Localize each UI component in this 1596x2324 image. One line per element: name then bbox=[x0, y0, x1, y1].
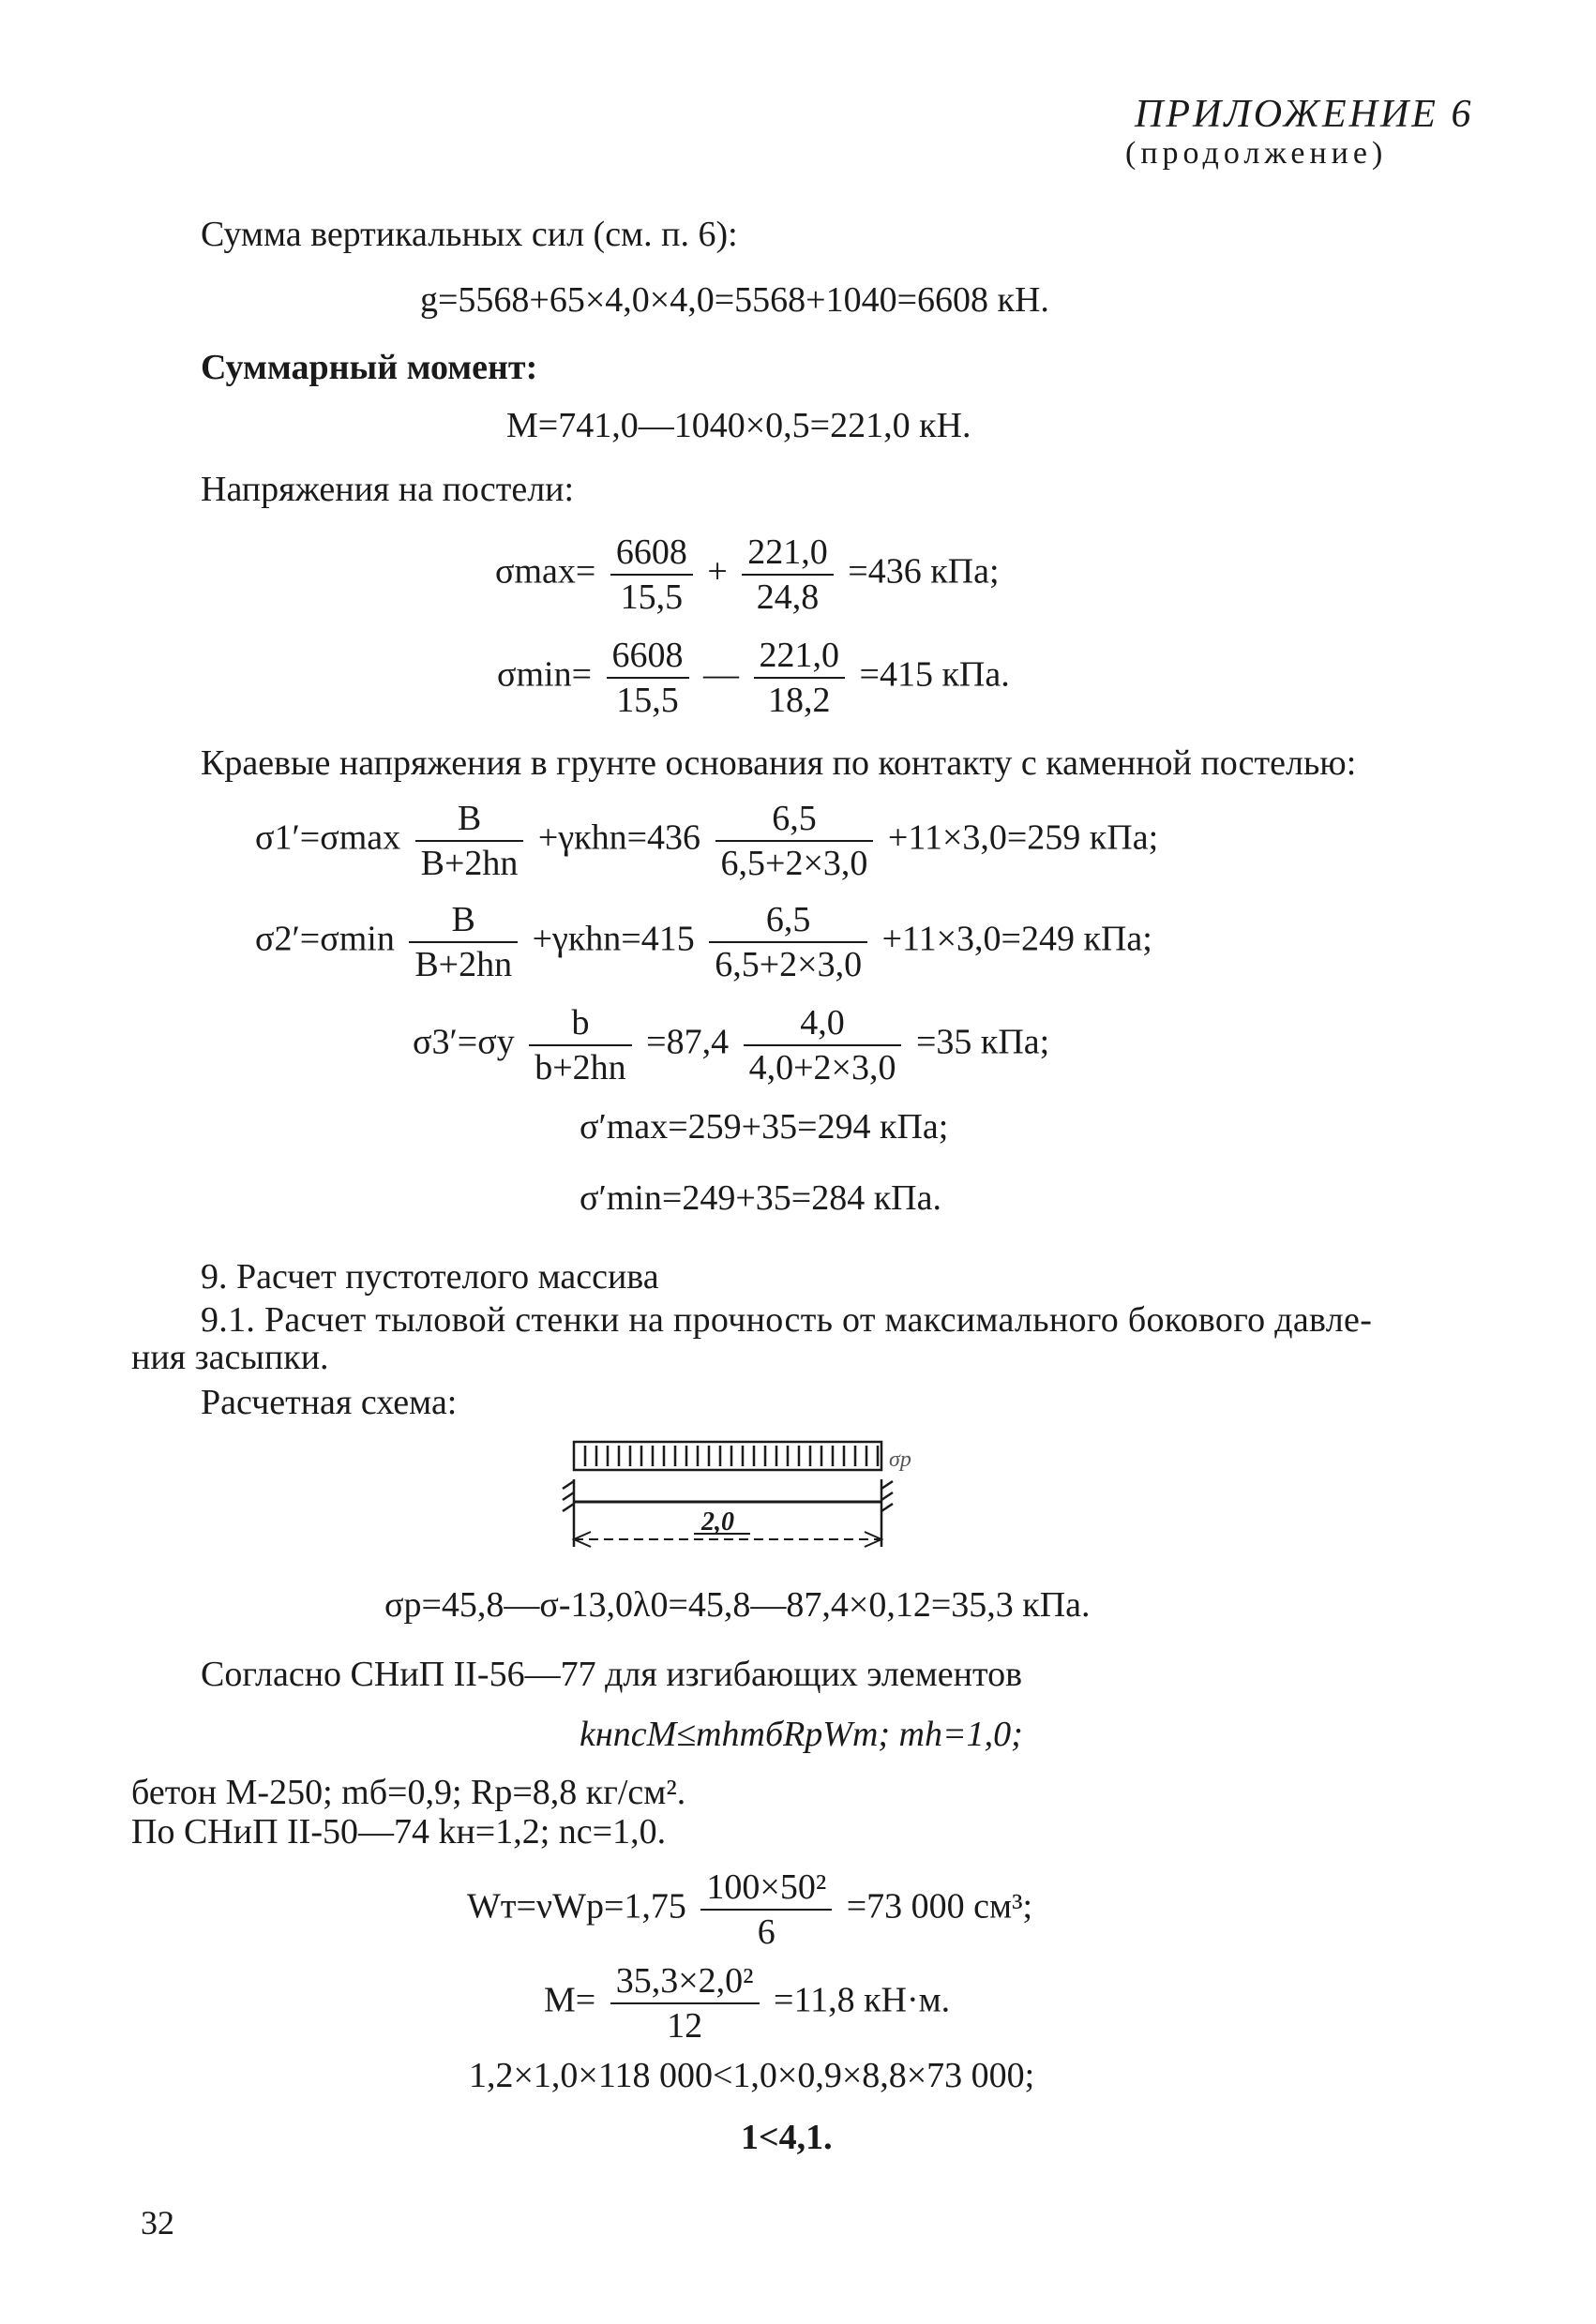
appendix-subtitle: (продолжение) bbox=[1125, 136, 1388, 171]
distributed-load bbox=[574, 1442, 881, 1470]
paragraph-9-1-line2: ния засыпки. bbox=[131, 1338, 329, 1377]
section-9-heading: 9. Расчет пустотелого массива bbox=[201, 1257, 659, 1297]
equation-sigma1: σ1′=σmax $\frac{B}{B+2hn}$ +γкhn=436 $\frac{6,5}{6,5+2\times 3,0}$ +11×3,0=259 кПа; bbox=[255, 799, 1159, 883]
total-moment-heading: Суммарный момент: bbox=[201, 348, 538, 387]
snip-coefficients: По СНиП II-50—74 kн=1,2; nc=1,0. bbox=[131, 1812, 667, 1852]
load-label: σp bbox=[889, 1447, 911, 1472]
right-support bbox=[881, 1479, 893, 1547]
paragraph-9-1-line1: 9.1. Расчет тыловой стенки на прочность от максимального бокового давле- bbox=[201, 1300, 1373, 1340]
equation-sigma-min: σmin= $\frac{6608}{15,5}$ — $\frac{221,0}{18,2}$ =415 кПа. bbox=[497, 636, 1010, 720]
page-number: 32 bbox=[141, 2204, 174, 2242]
equation-sigma-max-prime: σ′max=259+35=294 кПа; bbox=[580, 1107, 949, 1147]
span-label: 2,0 bbox=[701, 1507, 734, 1537]
equation-strength-condition: kнncM≤mhmбRpWт; mh=1,0; bbox=[580, 1715, 1023, 1754]
design-scheme-label: Расчетная схема: bbox=[201, 1383, 458, 1422]
bed-stresses-heading: Напряжения на постели: bbox=[201, 470, 575, 509]
equation-Wt: Wт=νWp=1,75 $\frac{\text{100×50²}}{6}$ =73 000 см³; bbox=[467, 1867, 1033, 1952]
beam-diagram-svg bbox=[553, 1434, 947, 1566]
concrete-params: бетон М-250; mб=0,9; Rp=8,8 кг/см². bbox=[131, 1773, 686, 1812]
equation-sigma-max: σmax= $\frac{6608}{15,5}$ + $\frac{221,0}{24,8}$ =436 кПа; bbox=[495, 532, 1000, 617]
edge-stresses-heading: Краевые напряжения в грунте основания по контакту с каменной постелью: bbox=[201, 743, 1357, 783]
snip-reference: Согласно СНиП II-56—77 для изгибающих элементов bbox=[201, 1655, 1023, 1694]
equation-g: g=5568+65×4,0×4,0=5568+1040=6608 кН. bbox=[420, 280, 1049, 320]
equation-sigma3: σ3′=σy $\frac{b}{b+2hn}$ =87,4 $\frac{4,0}{4,0+2\times 3,0}$ =35 кПа; bbox=[413, 1003, 1050, 1087]
equation-M-bending: M= $\frac{\text{35,3×2,0²}}{12}$ =11,8 кН·м. bbox=[544, 1961, 951, 2046]
left-support bbox=[563, 1479, 574, 1547]
equation-sigma-p: σp=45,8—σ-13,0λ0=45,8—87,4×0,12=35,3 кПа. bbox=[384, 1585, 1091, 1625]
equation-inequality: 1,2×1,0×118 000<1,0×0,9×8,8×73 000; bbox=[469, 2056, 1035, 2095]
equation-result: 1<4,1. bbox=[741, 2118, 833, 2157]
vertical-forces-heading: Сумма вертикальных сил (см. п. 6): bbox=[201, 215, 738, 254]
appendix-title: ПРИЛОЖЕНИЕ 6 bbox=[1135, 93, 1474, 136]
equation-M: M=741,0—1040×0,5=221,0 кН. bbox=[506, 406, 971, 445]
design-scheme-diagram bbox=[553, 1434, 947, 1566]
equation-sigma-min-prime: σ′min=249+35=284 кПа. bbox=[580, 1178, 941, 1218]
equation-sigma2: σ2′=σmin $\frac{B}{B+2hn}$ +γкhn=415 $\frac{6,5}{6,5+2\times 3,0}$ +11×3,0=249 кПа; bbox=[255, 900, 1152, 984]
